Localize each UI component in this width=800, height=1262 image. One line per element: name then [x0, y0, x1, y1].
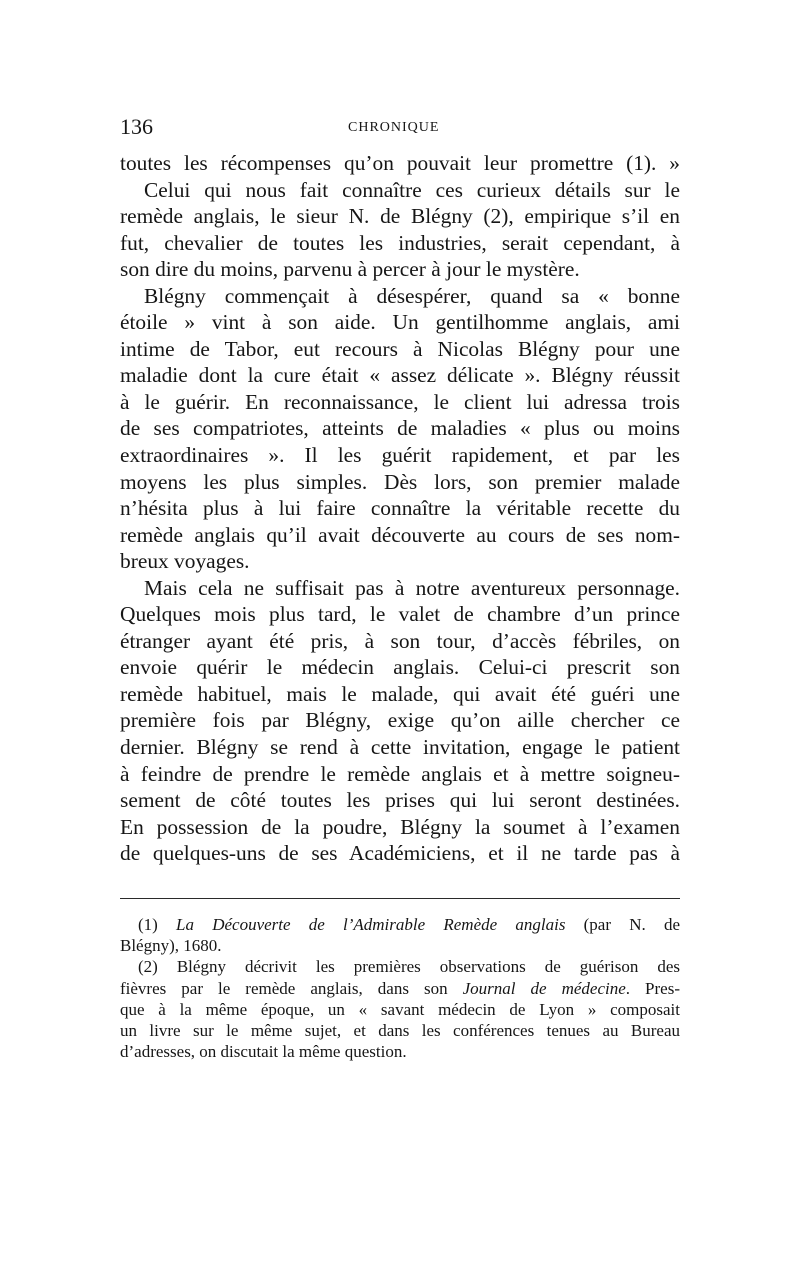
page-number: 136	[120, 114, 153, 139]
body-line: n’hésita plus à lui faire connaître la véritable recette du	[120, 496, 680, 521]
footnote-2-line: d’adresses, on discutait la même question.	[120, 1042, 407, 1062]
body-line: envoie quérir le médecin anglais. Celui-ci prescrit son	[120, 655, 680, 680]
body-line: dernier. Blégny se rend à cette invitation, engage le patient	[120, 735, 680, 760]
body-line: extraordinaires ». Il les guérit rapidement, et par les	[120, 443, 680, 468]
page-header	[120, 114, 680, 144]
body-line: Quelques mois plus tard, le valet de chambre d’un prince	[120, 602, 680, 627]
footnote-separator	[120, 898, 680, 899]
body-line: Mais cela ne suffisait pas à notre aventureux personnage.	[144, 575, 680, 600]
body-line: à le guérir. En reconnaissance, le client lui adressa trois	[120, 389, 680, 414]
body-line: de quelques-uns de ses Académiciens, et il ne tarde pas à	[120, 841, 680, 866]
body-line: fut, chevalier de toutes les industries, serait cependant, à	[120, 230, 680, 255]
body-line: son dire du moins, parvenu à percer à jour le mystère.	[120, 257, 580, 282]
body-line: maladie dont la cure était « assez délicate ». Blégny réussit	[120, 363, 680, 388]
body-line: étranger ayant été pris, à son tour, d’accès fébriles, on	[120, 628, 680, 653]
body-line: remède anglais, le sieur N. de Blégny (2), empirique s’il en	[120, 204, 680, 229]
footnote-1-line: Blégny), 1680.	[120, 936, 222, 956]
body-line: de ses compatriotes, atteints de maladies « plus ou moins	[120, 416, 680, 441]
body-line: breux voyages.	[120, 549, 250, 574]
body-line: remède anglais qu’il avait découverte au cours de ses nom-	[120, 522, 680, 547]
footnotes	[120, 914, 680, 1062]
running-head: CHRONIQUE	[348, 120, 440, 135]
body-line: première fois par Blégny, exige qu’on aille chercher ce	[120, 708, 680, 733]
body-text	[120, 150, 680, 867]
body-line: étoile » vint à son aide. Un gentilhomme anglais, ami	[120, 310, 680, 335]
body-line: sement de côté toutes les prises qui lui seront destinées.	[120, 788, 680, 813]
body-line: remède habituel, mais le malade, qui avait été guéri une	[120, 681, 680, 706]
body-line: Celui qui nous fait connaître ces curieux détails sur le	[144, 177, 680, 202]
body-line: moyens les plus simples. Dès lors, son premier malade	[120, 469, 680, 494]
body-line: En possession de la poudre, Blégny la soumet à l’examen	[120, 814, 680, 839]
footnote-1-line: (1) La Découverte de l’Admirable Remède anglais (par N. de	[138, 915, 680, 934]
body-line: Blégny commençait à désespérer, quand sa « bonne	[144, 283, 680, 308]
footnote-1-title: La Découverte de l’Admirable Remède anglais	[176, 915, 566, 934]
footnote-2-line: que à la même époque, un « savant médecin de Lyon » composait	[120, 999, 680, 1019]
footnote-2-line: fièvres par le remède anglais, dans son Journal de médecine. Pres-	[120, 978, 680, 998]
body-line: intime de Tabor, eut recours à Nicolas Blégny pour une	[120, 336, 680, 361]
body-line: à feindre de prendre le remède anglais et à mettre soigneu-	[120, 761, 680, 786]
body-line: toutes les récompenses qu’on pouvait leur promettre (1). »	[120, 151, 680, 175]
footnote-2-line: (2) Blégny décrivit les premières observations de guérison des	[138, 957, 680, 977]
footnote-1-marker: (1)	[138, 915, 158, 934]
footnote-2-journal-title: Journal de médecine	[462, 978, 626, 998]
footnote-2-line: un livre sur le même sujet, et dans les conférences tenues au Bureau	[120, 1020, 680, 1040]
